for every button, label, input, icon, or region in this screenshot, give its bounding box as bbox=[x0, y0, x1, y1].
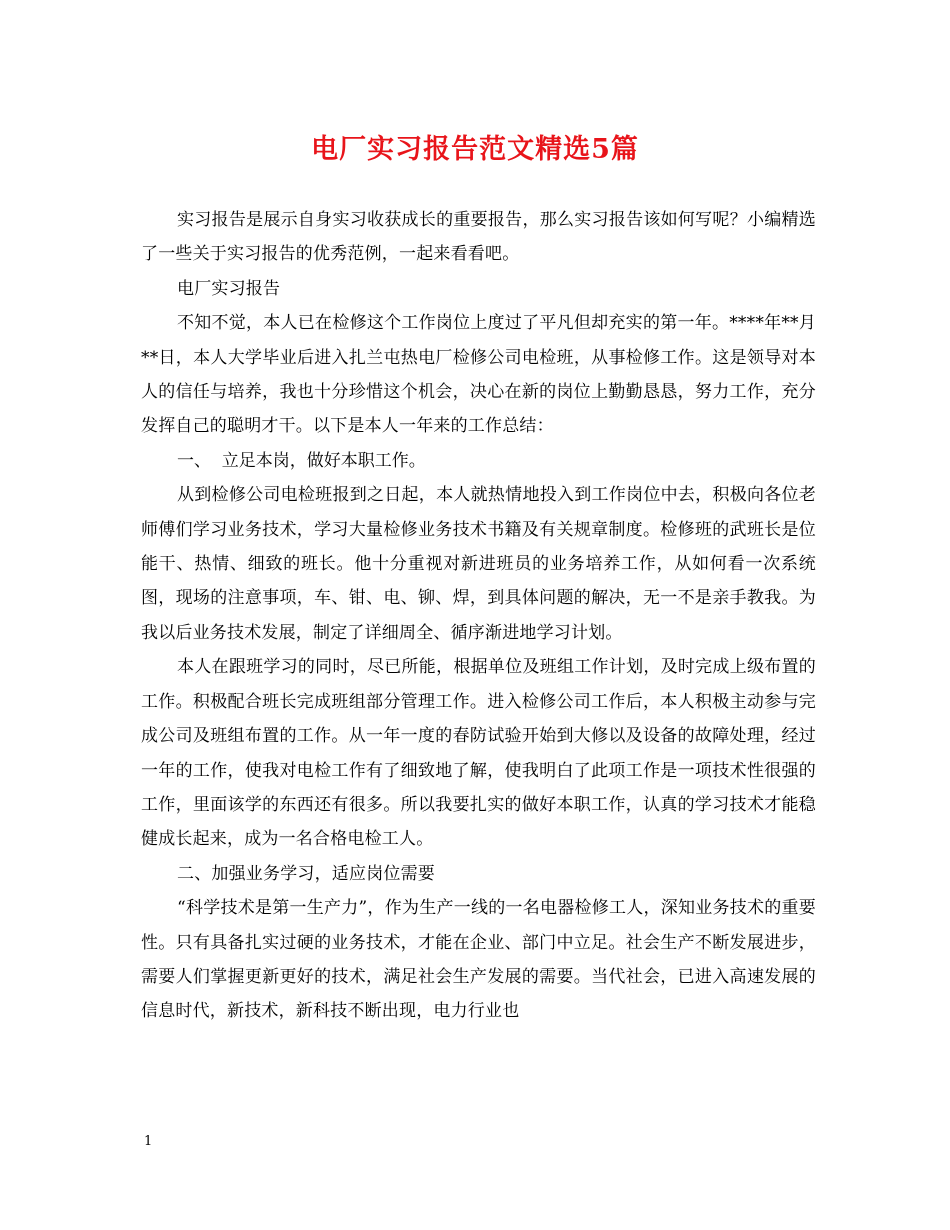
page-number: 1 bbox=[144, 1134, 153, 1149]
document-title: 电厂实习报告范文精选5篇 bbox=[311, 134, 639, 165]
document-body bbox=[141, 203, 816, 1029]
body-paragraph: 本人在跟班学习的同时，尽已所能，根据单位及班组工作计划，及时完成上级布置的工作。积极配合班长完成班组部分管理工作。进入检修公司工作后，本人积极主动参与完成公司及班组布置的工作。从一年一度的春防试验开始到大修以及设备的故障处理，经过一年的工作，使我对电检工作有了细致地了解，使我明白了此项工作是一项技术性很强的工作，里面该学的东西还有很多。所以我要扎实的做好本职工作，认真的学习技术才能稳健成长起来，成为一名合格电检工人。 bbox=[141, 657, 816, 850]
section-heading-2: 二、加强业务学习，适应岗位需要 bbox=[177, 863, 435, 884]
body-paragraph: 不知不觉，本人已在检修这个工作岗位上度过了平凡但却充实的第一年。****年**月**日，本人大学毕业后进入扎兰屯热电厂检修公司电检班，从事检修工作。这是领导对本人的信任与培养，我也十分珍惜这个机会，决心在新的岗位上勤勤恳恳，努力工作，充分发挥自己的聪明才干。以下是本人一年来的工作总结： bbox=[141, 313, 816, 437]
section-heading: 电厂实习报告 bbox=[177, 278, 281, 299]
body-paragraph: 从到检修公司电检班报到之日起，本人就热情地投入到工作岗位中去，积极向各位老师傅们学习业务技术，学习大量检修业务技术书籍及有关规章制度。检修班的武班长是位能干、热情、细致的班长。他十分重视对新进班员的业务培养工作，从如何看一次系统图，现场的注意事项，车、钳、电、铆、焊，到具体问题的解决，无一不是亲手教我。为我以后业务技术发展，制定了详细周全、循序渐进地学习计划。 bbox=[141, 485, 816, 643]
section-heading-1: 一、 立足本岗，做好本职工作。 bbox=[177, 450, 426, 471]
body-paragraph: “科学技术是第一生产力”，作为生产一线的一名电器检修工人，深知业务技术的重要性。只有具备扎实过硬的业务技术，才能在企业、部门中立足。社会生产不断发展进步，需要人们掌握更新更好的技术，满足社会生产发展的需要。当代社会，已进入高速发展的信息时代，新技术，新科技不断出现，电力行业也 bbox=[141, 898, 816, 1022]
intro-paragraph: 实习报告是展示自身实习收获成长的重要报告，那么实习报告该如何写呢？小编精选了一些关于实习报告的优秀范例，一起来看看吧。 bbox=[141, 210, 816, 265]
